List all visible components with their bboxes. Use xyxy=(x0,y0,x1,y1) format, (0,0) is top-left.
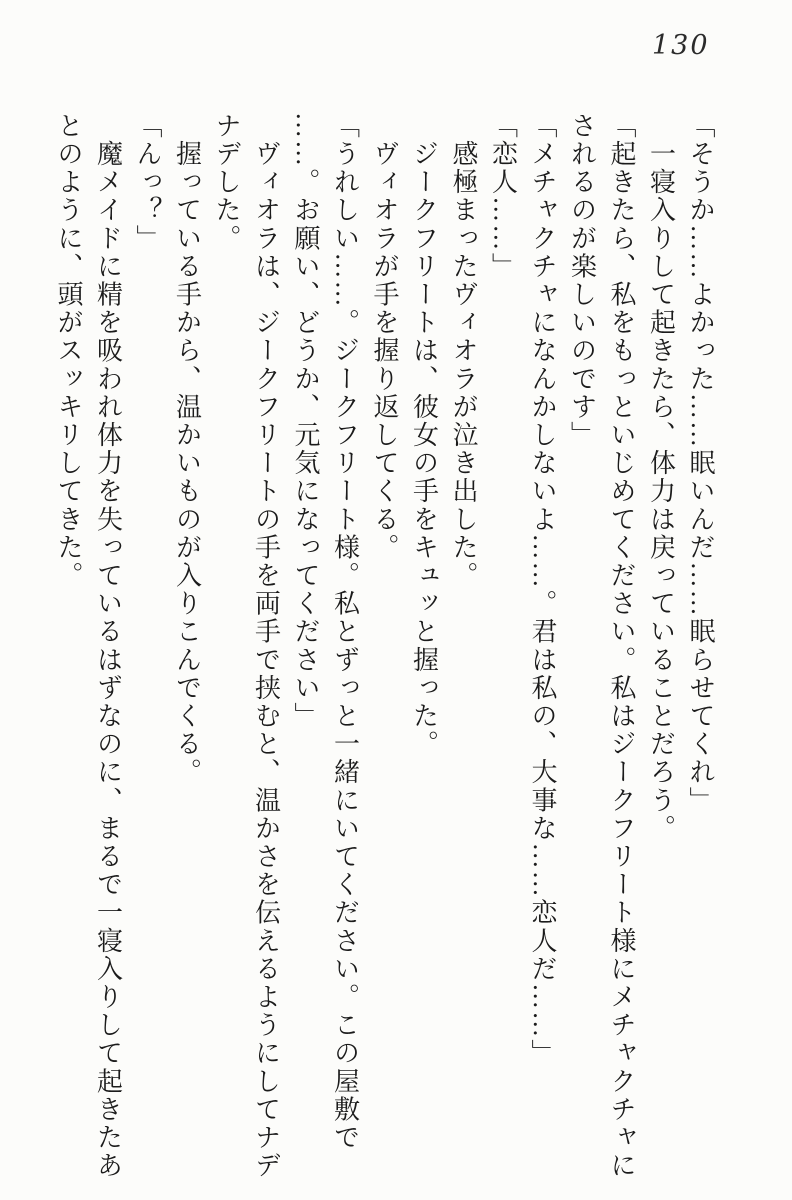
text-column: 「メチャクチャになんかしないよ……。君は私の、大事な……恋人だ……」 xyxy=(528,112,557,1068)
text-column: されるのが楽しいのです」 xyxy=(567,112,597,450)
text-column: 「そうか……よかった……眠いんだ……眠らせてくれ」 xyxy=(686,112,715,815)
text-column: ……。お願い、どうか、元気になってください」 xyxy=(291,112,320,731)
text-column: 魔メイドに精を吸われ体力を失っているはずなのに、まるで一寝入りして起きたあ xyxy=(93,112,123,1180)
text-column: 握っている手から、温かいものが入りこんでくる。 xyxy=(172,112,202,787)
text-column: ジークフリートは、彼女の手をキュッと握った。 xyxy=(409,112,439,759)
text-column: ヴィオラは、ジークフリートの手を両手で挟むと、温かさを伝えるようにしてナデ xyxy=(251,112,281,1180)
text-column: 「んっ？」 xyxy=(133,112,162,253)
text-block xyxy=(49,112,721,1184)
text-column: 感極まったヴィオラが泣き出した。 xyxy=(449,112,478,590)
text-column: 「起きたら、私をもっといじめてください。私はジークフリート様にメチャクチャに xyxy=(607,112,636,1180)
text-column: 「恋人……」 xyxy=(488,112,518,281)
text-column: とのように、頭がスッキリしてきた。 xyxy=(54,112,83,590)
page-number: 130 xyxy=(652,30,710,61)
text-column: 「うれしい……。ジークフリート様。私とずっと一緒にいてください。この屋敷で xyxy=(330,112,360,1152)
text-column: 一寝入りして起きたら、体力は戻っていることだろう。 xyxy=(646,112,676,843)
text-column: ナデした。 xyxy=(212,112,241,253)
text-column: ヴィオラが手を握り返してくる。 xyxy=(370,112,399,562)
